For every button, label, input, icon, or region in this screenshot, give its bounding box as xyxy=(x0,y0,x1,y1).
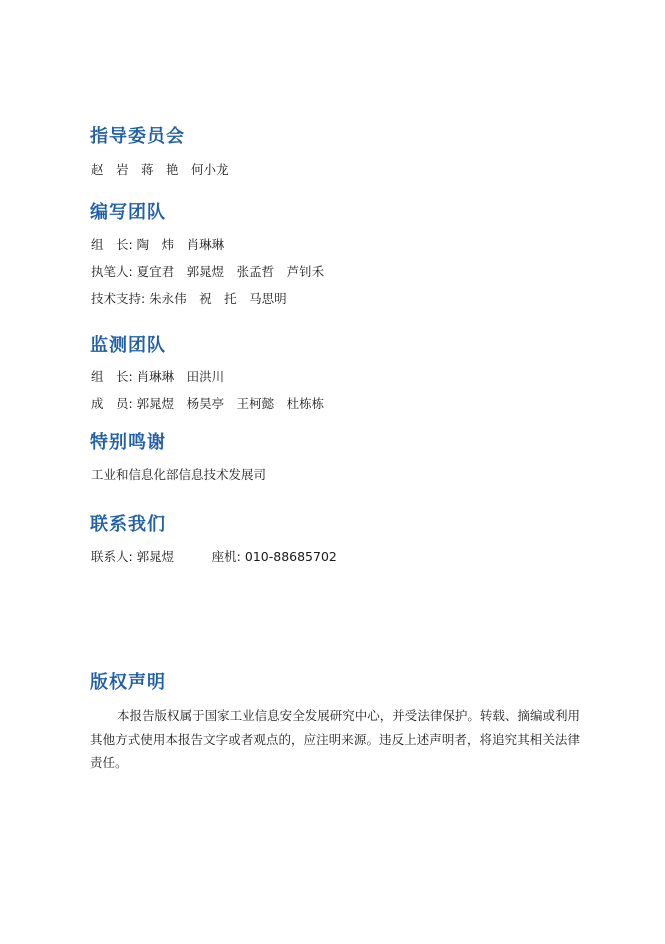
monitoring-team-heading: 监测团队 xyxy=(90,335,166,356)
copyright-heading: 版权声明 xyxy=(90,672,166,693)
guidance-committee-heading: 指导委员会 xyxy=(90,126,185,147)
writing-team-leader: 组 长: 陶 炜 肖琳琳 xyxy=(91,237,225,252)
writing-team-tech-support: 技术支持: 朱永伟 祝 托 马思明 xyxy=(91,291,287,306)
guidance-committee-members: 赵 岩 蒋 艳 何小龙 xyxy=(91,162,229,177)
copyright-statement: 本报告版权属于国家工业信息安全发展研究中心，并受法律保护。转载、摘编或利用其他方式使用本报告文字或者观点的，应注明来源。违反上述声明者，将追究其相关法律责任。 xyxy=(90,708,580,770)
contact-heading: 联系我们 xyxy=(90,514,166,535)
writing-team-authors: 执笔人: 夏宜君 郭晁煜 张孟哲 芦钊禾 xyxy=(91,264,325,279)
contact-info: 联系人: 郭晁煜 座机: 010-88685702 xyxy=(91,549,337,564)
writing-team-heading: 编写团队 xyxy=(90,202,166,223)
monitoring-team-leader: 组 长: 肖琳琳 田洪川 xyxy=(91,369,225,384)
special-thanks-heading: 特别鸣谢 xyxy=(90,432,166,453)
monitoring-team-members: 成 员: 郭晁煜 杨昊亭 王柯懿 杜栋栋 xyxy=(91,396,325,411)
special-thanks-text: 工业和信息化部信息技术发展司 xyxy=(91,467,267,482)
